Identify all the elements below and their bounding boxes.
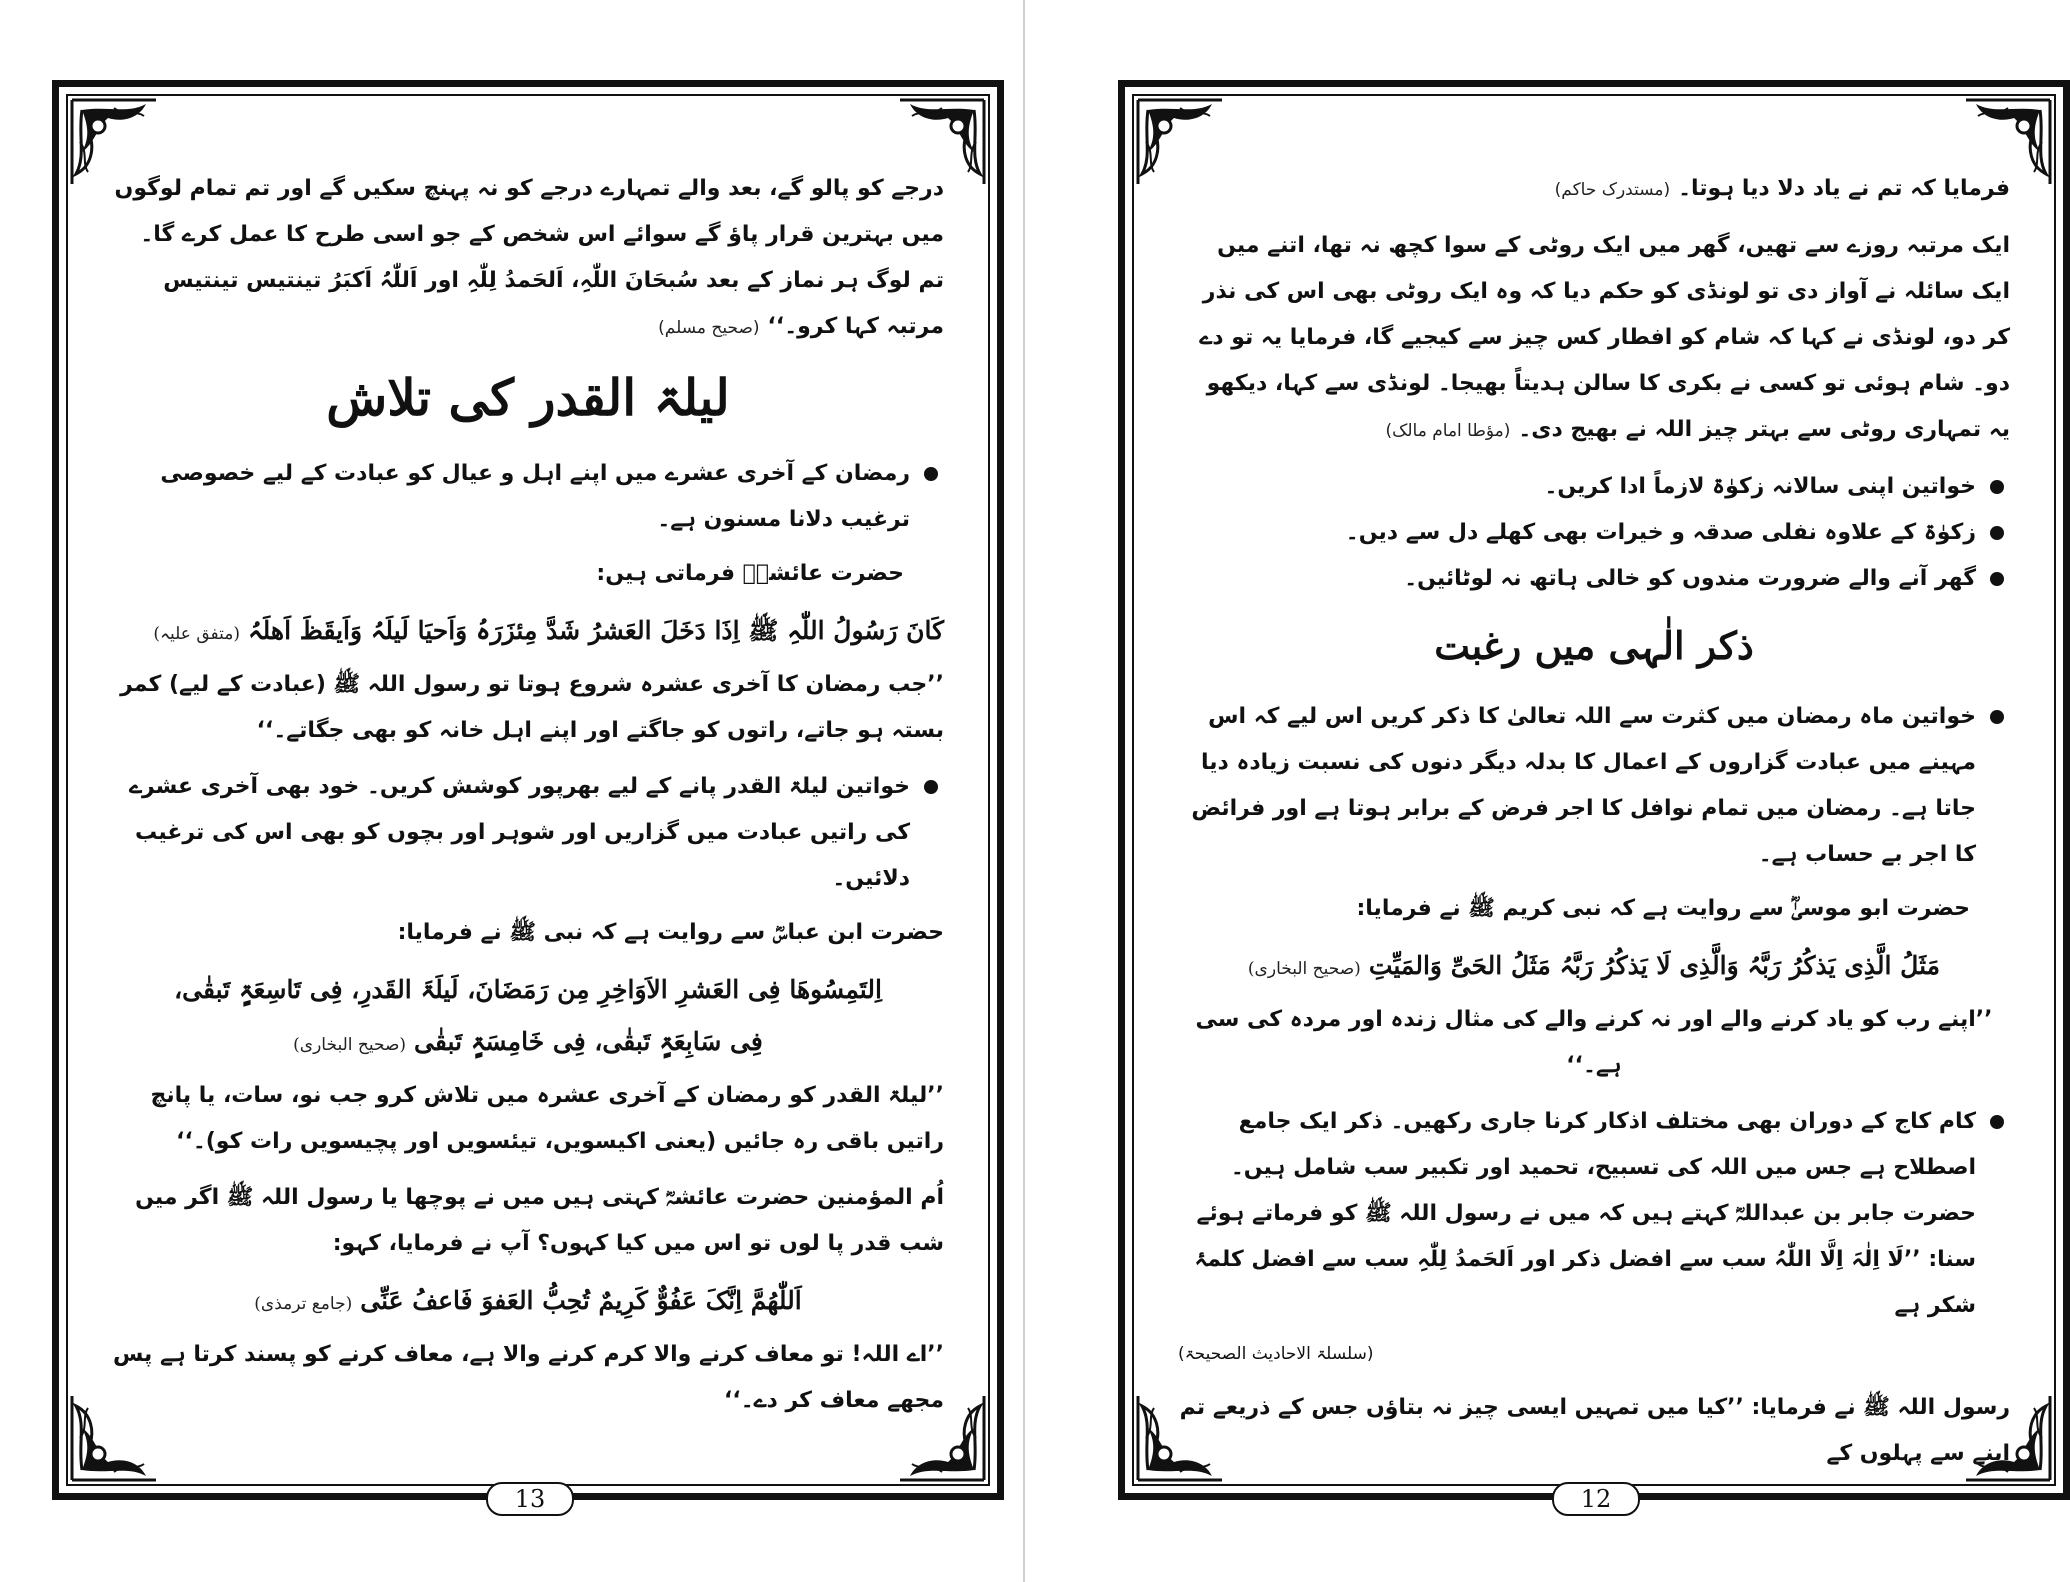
page-number: 12 <box>1552 1482 1640 1516</box>
hadith-translation: ’’جب رمضان کا آخری عشرہ شروع ہوتا تو رسول اللہ ﷺ (عبادت کے لیے) کمر بستہ ہو جاتے، راتوں کو جاگتے اور اپنے اہل خانہ کو بھی جگاتے۔‘‘ <box>120 672 944 743</box>
continuation-paragraph: درجے کو پالو گے، بعد والے تمہارے درجے کو نہ پہنچ سکیں گے اور تم تمام لوگوں میں بہترین قرار پاؤ گے سوائے اس شخص کے جو اسی طرح کا عمل کرے گا۔ تم لوگ ہر نماز کے بعد سُبحَانَ اللّٰہِ، اَلحَمدُ لِلّٰہِ اور اَللّٰہُ اَکبَرُ تینتیس تینتیس مرتبہ کہا کرو۔‘‘(صحیح مسلم) <box>114 176 944 339</box>
narration-paragraph: اُم المؤمنین حضرت عائشہؓ کہتی ہیں میں نے پوچھا یا رسول اللہ ﷺ اگر میں شب قدر پا لوں تو اس میں کیا کہوں؟ آپ نے فرمایا، کہو: <box>135 1185 944 1256</box>
bullet-list <box>1178 464 2010 602</box>
arabic-hadith: مَثَلُ الَّذِی یَذکُرُ رَبَّہُ وَالَّذِی لَا یَذکُرُ رَبَّہُ مَثَلُ الحَیِّ وَالمَیِّتِ(صحیح البخاری) <box>1247 951 1941 980</box>
bullet-list <box>112 764 944 902</box>
reference-citation: (سلسلۃ الاحادیث الصحیحۃ) <box>1178 1344 1374 1364</box>
arabic-hadith: اِلتَمِسُوھَا فِی العَشرِ الاَوَاخِرِ مِن رَمَضَانَ، لَیلَۃَ القَدرِ، فِی تَاسِعَۃٍ تَبقٰی، <box>174 975 882 1004</box>
section-heading-laylat-al-qadr: لیلۃ القدر کی تلاش <box>326 368 730 427</box>
hadith-translation: ’’لیلۃ القدر کو رمضان کے آخری عشرہ میں تلاش کرو جب نو، سات، یا پانچ راتیں باقی رہ جائیں (یعنی اکیسویں، تیئسویں اور پچیسویں رات کو)۔‘‘ <box>150 1083 944 1154</box>
page-13-text <box>112 166 944 1438</box>
hadith-translation: ’’اپنے رب کو یاد کرنے والے اور نہ کرنے والے کی مثال زندہ اور مردہ کی سی ہے۔‘‘ <box>1195 1007 1993 1078</box>
section-heading-dhikr: ذکر الٰہی میں رغبت <box>1434 623 1754 668</box>
hadith-intro: حضرت عائشہؓ فرماتی ہیں: <box>596 561 904 586</box>
hadith-intro: حضرت ابو موسیٰؓ سے روایت ہے کہ نبی کریم ﷺ نے فرمایا: <box>1356 896 1970 921</box>
bullet-item: زکوٰۃ کے علاوہ نفلی صدقہ و خیرات بھی کھلے دل سے دیں۔ <box>1178 510 2010 556</box>
bullet-item: خواتین ماہ رمضان میں کثرت سے اللہ تعالیٰ کا ذکر کریں اس لیے کہ اس مہینے میں عبادت گزاروں کے اعمال کا بدلہ دیگر دنوں کی نسبت زیادہ دیا جاتا ہے۔ رمضان میں تمام نوافل کا اجر فرض کے برابر ہوتا ہے اور فرائض کا اجر بے حساب ہے۔ <box>1178 694 2010 878</box>
bullet-item: گھر آنے والے ضرورت مندوں کو خالی ہاتھ نہ لوٹائیں۔ <box>1178 556 2010 602</box>
bullet-item: رمضان کے آخری عشرے میں اپنے اہل و عیال کو عبادت کے لیے خصوصی ترغیب دلانا مسنون ہے۔ <box>112 451 944 543</box>
page-13 <box>52 80 1004 1513</box>
page-12-text <box>1178 166 2010 1466</box>
bullet-item: خواتین اپنی سالانہ زکوٰۃ لازماً ادا کریں۔ <box>1178 464 2010 510</box>
dua-translation: ’’اے اللہ! تو معاف کرنے والا کرم کرنے والا ہے، معاف کرنے کو پسند کرتا ہے پس مجھے معاف کر دے۔‘‘ <box>112 1342 944 1413</box>
bullet-list <box>1178 1099 2010 1329</box>
arabic-hadith: کَانَ رَسُولُ اللّٰہِ ﷺ اِذَا دَخَلَ العَشرُ شَدَّ مِئزَرَہُ وَاَحیَا لَیلَہُ وَاَیقَظَ اَھلَہُ(متفق علیہ) <box>153 616 944 645</box>
arabic-hadith: فِی سَابِعَۃٍ تَبقٰی، فِی خَامِسَۃٍ تَبقٰی(صحیح البخاری) <box>293 1027 763 1056</box>
hadith-intro: حضرت ابن عباسؓ سے روایت ہے کہ نبی ﷺ نے فرمایا: <box>397 920 944 945</box>
continuation-paragraph: رسول اللہ ﷺ نے فرمایا: ’’کیا میں تمہیں ایسی چیز نہ بتاؤں جس کے ذریعے تم اپنے سے پہلوں کے <box>1179 1395 2010 1466</box>
page-12 <box>1118 80 2070 1513</box>
bullet-item: کام کاج کے دوران بھی مختلف اذکار کرنا جاری رکھیں۔ ذکر ایک جامع اصطلاح ہے جس میں اللہ کی تسبیح، تحمید اور تکبیر سب شامل ہیں۔ حضرت جابر بن عبداللہؓ کہتے ہیں کہ میں نے رسول اللہ ﷺ کو فرماتے ہوئے سنا: ’’لَا اِلٰہَ اِلَّا اللّٰہُ سب سے افضل ذکر اور اَلحَمدُ لِلّٰہِ سب سے افضل کلمۂ شکر ہے <box>1178 1099 2010 1329</box>
page-number: 13 <box>486 1482 574 1516</box>
narration-paragraph: ایک مرتبہ روزے سے تھیں، گھر میں ایک روٹی کے سوا کچھ نہ تھا، اتنے میں ایک سائلہ نے آواز دی تو لونڈی کو حکم دیا کہ وہ ایک روٹی بھی اس کی نذر کر دو، لونڈی نے کہا کہ شام کو افطار کس چیز سے کیجیے گا، فرمایا یہ تو دے دو۔ شام ہوئی تو کسی نے بکری کا سالن ہدیتاً بھیجا۔ لونڈی سے کہا، دیکھو یہ تمہاری روٹی سے بہتر چیز اللہ نے بھیج دی۔(مؤطا امام مالک) <box>1199 233 2010 442</box>
continuation-line: فرمایا کہ تم نے یاد دلا دیا ہوتا۔(مستدرک حاکم) <box>1554 176 2010 201</box>
arabic-dua: اَللّٰھُمَّ اِنَّکَ عَفُوٌّ کَرِیمٌ تُحِبُّ العَفوَ فَاعفُ عَنِّی(جامع ترمذی) <box>254 1286 802 1315</box>
book-spine <box>1023 0 1025 1582</box>
bullet-item: خواتین لیلۃ القدر پانے کے لیے بھرپور کوشش کریں۔ خود بھی آخری عشرے کی راتیں عبادت میں گزاریں اور شوہر اور بچوں کو بھی اس کی ترغیب دلائیں۔ <box>112 764 944 902</box>
bullet-list <box>112 451 944 543</box>
bullet-list <box>1178 694 2010 878</box>
